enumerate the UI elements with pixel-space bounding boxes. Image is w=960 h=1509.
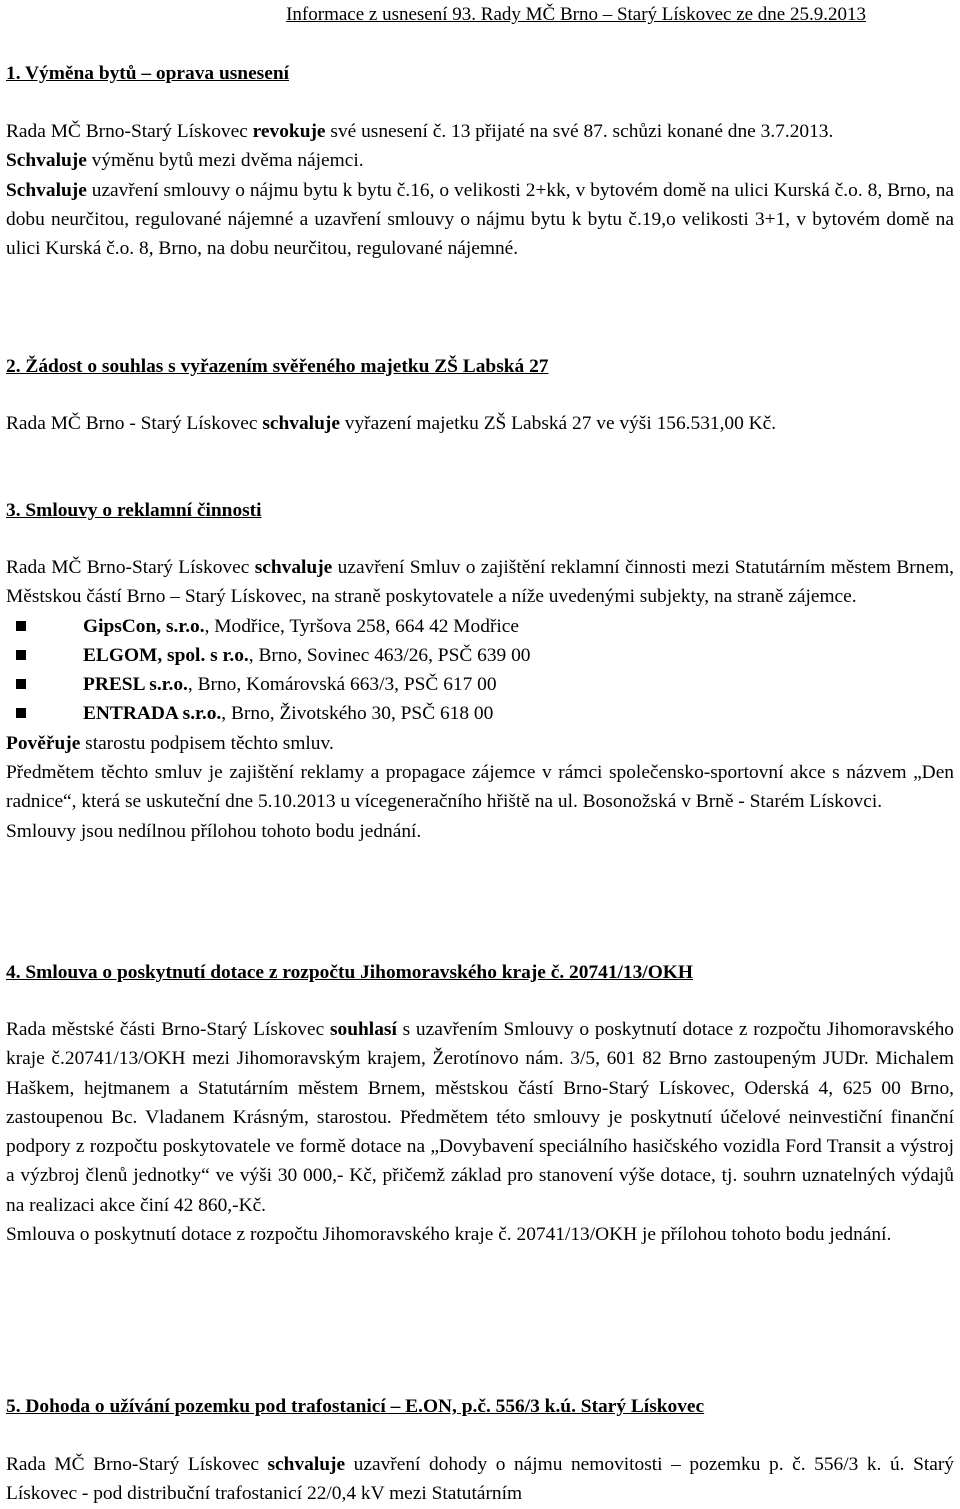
section-4-title: 4. Smlouva o poskytnutí dotace z rozpočtu Jihomoravského kraje č. 20741/13/OKH [6, 962, 693, 983]
section-2-paragraph-1: Rada MČ Brno - Starý Lískovec schvaluje vyřazení majetku ZŠ Labská 27 ve výši 156.531,00 Kč. [6, 413, 777, 434]
bullet-square-icon [16, 621, 26, 631]
bullet-square-icon [16, 708, 26, 718]
section-3-paragraph-3: Předmětem těchto smluv je zajištění reklamy a propagace zájemce v rámci společensko-sportovní akce s názvem „Den radnice“, která se uskuteční dne 5.10.2013 u vícegeneračního hřiště na ul. Bosonožská v Brně - Starém Lískovci. [6, 762, 954, 813]
list-item: ELGOM, spol. s r.o., Brno, Sovinec 463/26, PSČ 639 00 [16, 641, 954, 670]
company-list [6, 612, 954, 729]
section-2-title: 2. Žádost o souhlas s vyřazením svěřeného majetku ZŠ Labská 27 [6, 356, 549, 377]
section-3-paragraph-4: Smlouvy jsou nedílnou přílohou tohoto bodu jednání. [6, 820, 422, 842]
bullet-square-icon [16, 650, 26, 660]
section-5-body [6, 1450, 954, 1509]
section-1-paragraph-3: Schvaluje uzavření smlouvy o nájmu bytu k bytu č.16, o velikosti 2+kk, v bytovém domě na ulici Kurská č.o. 8, Brno, na dobu neurčitou, regulované nájemné a uzavření smlouvy o nájmu bytu k bytu č.19,o velikosti 3+1, v bytovém domě na ulici Kurská č.o. 8, Brno, na dobu neurčitou, regulované nájemné. [6, 179, 954, 260]
section-5-paragraph-1: Rada MČ Brno-Starý Lískovec schvaluje uzavření dohody o nájmu nemovitosti – pozemku p. č. 556/3 k. ú. Starý Lískovec - pod distribuční trafostanicí 22/0,4 kV mezi Statutárním [6, 1454, 955, 1505]
section-3-paragraph-1: Rada MČ Brno-Starý Lískovec schvaluje uzavření Smluv o zajištění reklamní činnosti mezi Statutárním městem Brnem, Městskou částí Brno – Starý Lískovec, na straně poskytovatele a níže uvedenými subjekty, na straně zájemce. [6, 557, 954, 608]
section-1-body [6, 117, 954, 263]
bullet-square-icon [16, 679, 26, 689]
section-5-title: 5. Dohoda o užívání pozemku pod trafostanicí – E.ON, p.č. 556/3 k.ú. Starý Lískovec [6, 1396, 705, 1417]
section-4-paragraph-1: Rada městské části Brno-Starý Lískovec souhlasí s uzavřením Smlouvy o poskytnutí dotace z rozpočtu Jihomoravského kraje č.20741/13/OKH mezi Jihomoravským krajem, Žerotínovo nám. 3/5, 601 82 Brno zastoupeným JUDr. Michalem Haškem, hejtmanem a Statutárním městem Brnem, městskou částí Brno-Starý Lískovec, Oderská 4, 625 00 Brno, zastoupenou Bc. Vladanem Krásným, starostou. Předmětem této smlouvy je poskytnutí účelové neinvestiční finanční podpory z rozpočtu poskytovatele ve formě dotace na „Dovybavení speciálního hasičského vozidla Ford Transit a výstroj a výzbroj členů jednotky“ ve výši 30 000,- Kč, přičemž základ pro stanovení výše dotace, tj. souhrn uznatelných výdajů na realizaci akce činí 42 860,-Kč. [6, 1019, 954, 1216]
section-3-body [6, 553, 954, 846]
list-item: PRESL s.r.o., Brno, Komárovská 663/3, PSČ 617 00 [16, 670, 954, 699]
section-4-paragraph-2: Smlouva o poskytnutí dotace z rozpočtu Jihomoravského kraje č. 20741/13/OKH je přílohou tohoto bodu jednání. [6, 1224, 892, 1246]
section-4-body [6, 1015, 954, 1249]
list-item: ENTRADA s.r.o., Brno, Životského 30, PSČ 618 00 [16, 699, 954, 728]
list-item: GipsCon, s.r.o., Modřice, Tyršova 258, 664 42 Modřice [16, 612, 954, 641]
section-1-title: 1. Výměna bytů – oprava usnesení [6, 63, 290, 84]
section-2-body [6, 409, 954, 438]
section-3-title: 3. Smlouvy o reklamní činnosti [6, 500, 262, 521]
section-1-paragraph-2: Schvaluje výměnu bytů mezi dvěma nájemci. [6, 150, 364, 172]
page-header: Informace z usnesení 93. Rady MČ Brno – Starý Lískovec ze dne 25.9.2013 [286, 4, 866, 25]
section-1-paragraph-1: Rada MČ Brno-Starý Lískovec revokuje své usnesení č. 13 přijaté na své 87. schůzi konané dne 3.7.2013. [6, 121, 834, 142]
section-3-paragraph-2: Pověřuje starostu podpisem těchto smluv. [6, 732, 334, 754]
